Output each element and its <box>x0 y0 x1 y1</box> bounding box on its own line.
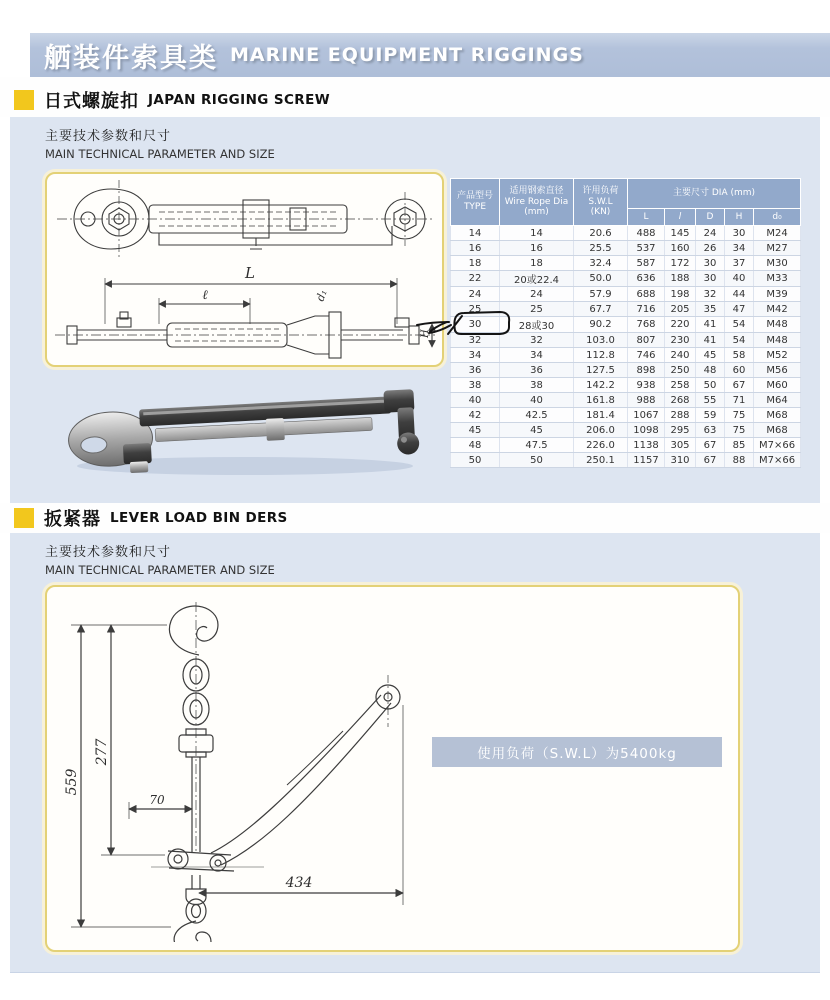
table-cell: 36 <box>500 363 574 378</box>
section1-title-en: JAPAN RIGGING SCREW <box>148 92 330 108</box>
table-cell: 1098 <box>628 423 665 438</box>
table-cell: M48 <box>754 333 801 348</box>
table-cell: M68 <box>754 423 801 438</box>
table-cell: 988 <box>628 393 665 408</box>
table-row <box>451 408 801 423</box>
table-cell: 268 <box>665 393 696 408</box>
table-cell: 55 <box>696 393 725 408</box>
table-cell: 16 <box>451 241 500 256</box>
table-cell: 54 <box>725 333 754 348</box>
table-cell: 127.5 <box>574 363 628 378</box>
table-cell: 250 <box>665 363 696 378</box>
table-cell: 34 <box>500 348 574 363</box>
table-cell: 188 <box>665 271 696 287</box>
table-cell: 48 <box>451 438 500 453</box>
col-header-H: H <box>725 209 754 226</box>
dim-label-70: 70 <box>149 793 165 807</box>
table-cell: M7×66 <box>754 453 801 468</box>
table-cell: M27 <box>754 241 801 256</box>
table-cell: M33 <box>754 271 801 287</box>
table-cell: 45 <box>696 348 725 363</box>
table-cell: 50.0 <box>574 271 628 287</box>
dim-label-H: H <box>420 329 431 338</box>
section-header-load-binder <box>0 503 830 533</box>
table-cell: 20.6 <box>574 226 628 241</box>
table-cell: 587 <box>628 256 665 271</box>
table-cell: 90.2 <box>574 317 628 333</box>
dim-label-559: 559 <box>64 768 80 796</box>
col-header-l: l <box>665 209 696 226</box>
table-cell: 30 <box>696 271 725 287</box>
col-header-wire-rope: 适用钢索直径 Wire Rope Dia (mm) <box>500 179 574 226</box>
load-binder-drawing-box <box>45 585 740 952</box>
table-cell: 716 <box>628 302 665 317</box>
col-header-main-dims: 主要尺寸 DIA (mm) <box>628 179 801 209</box>
table-cell: 36 <box>451 363 500 378</box>
table-cell: 54 <box>725 317 754 333</box>
table-cell: 57.9 <box>574 287 628 302</box>
table-cell: 85 <box>725 438 754 453</box>
dim-label-434: 434 <box>285 875 313 891</box>
table-cell: 35 <box>696 302 725 317</box>
table-cell: 30 <box>451 317 500 333</box>
table-cell: 41 <box>696 333 725 348</box>
table-cell: M39 <box>754 287 801 302</box>
table-cell: 45 <box>451 423 500 438</box>
section1-param-block <box>45 125 275 161</box>
table-cell: 206.0 <box>574 423 628 438</box>
table-cell: 37 <box>725 256 754 271</box>
table-cell: 250.1 <box>574 453 628 468</box>
section-header-rigging-screw <box>0 77 830 117</box>
table-cell: 58 <box>725 348 754 363</box>
table-cell: 44 <box>725 287 754 302</box>
param-title-cn: 主要技术参数和尺寸 <box>45 129 172 144</box>
table-cell: 160 <box>665 241 696 256</box>
table-cell: 18 <box>500 256 574 271</box>
dim-label-L: L <box>245 264 255 282</box>
table-row <box>451 393 801 408</box>
table-cell: 258 <box>665 378 696 393</box>
banner-title-cn: 舾装件索具类 <box>44 42 218 74</box>
table-row <box>451 378 801 393</box>
table-cell: 537 <box>628 241 665 256</box>
table-cell: 47.5 <box>500 438 574 453</box>
table-cell: 50 <box>500 453 574 468</box>
table-cell: 142.2 <box>574 378 628 393</box>
col-header-D: D <box>696 209 725 226</box>
table-cell: 67.7 <box>574 302 628 317</box>
table-row <box>451 438 801 453</box>
rigging-screw-drawing-box <box>45 172 444 367</box>
table-cell: 40 <box>500 393 574 408</box>
table-cell: 71 <box>725 393 754 408</box>
page-banner <box>30 33 830 77</box>
table-cell: 67 <box>696 438 725 453</box>
table-row <box>451 256 801 271</box>
table-cell: 40 <box>725 271 754 287</box>
table-cell: 305 <box>665 438 696 453</box>
table-row <box>451 287 801 302</box>
col-header-swl: 许用负荷 S.W.L (KN) <box>574 179 628 226</box>
param-title-cn: 主要技术参数和尺寸 <box>45 545 172 560</box>
table-cell: 240 <box>665 348 696 363</box>
table-cell: 24 <box>451 287 500 302</box>
table-row <box>451 271 801 287</box>
table-row <box>451 241 801 256</box>
col-header-d0: d₀ <box>754 209 801 226</box>
table-cell: 768 <box>628 317 665 333</box>
table-cell: 807 <box>628 333 665 348</box>
table-cell: 1157 <box>628 453 665 468</box>
table-cell: 50 <box>696 378 725 393</box>
table-cell: 25 <box>451 302 500 317</box>
table-cell: 60 <box>725 363 754 378</box>
section2-panel <box>10 533 820 973</box>
table-cell: 42 <box>451 408 500 423</box>
table-cell: 32.4 <box>574 256 628 271</box>
table-cell: 63 <box>696 423 725 438</box>
table-cell: 746 <box>628 348 665 363</box>
section2-param-block <box>45 541 275 577</box>
section1-title-cn: 日式螺旋扣 <box>44 91 139 112</box>
table-cell: 20或22.4 <box>500 271 574 287</box>
table-cell: 16 <box>500 241 574 256</box>
table-cell: 28或30 <box>500 317 574 333</box>
param-title-en: MAIN TECHNICAL PARAMETER AND SIZE <box>45 563 275 577</box>
table-cell: 181.4 <box>574 408 628 423</box>
table-cell: M64 <box>754 393 801 408</box>
col-header-type: 产品型号 TYPE <box>451 179 500 226</box>
table-cell: M52 <box>754 348 801 363</box>
table-cell: 30 <box>696 256 725 271</box>
rigging-screw-technical-drawing <box>47 174 438 361</box>
col-header-L: L <box>628 209 665 226</box>
table-cell: 172 <box>665 256 696 271</box>
table-cell: 42.5 <box>500 408 574 423</box>
table-cell: 38 <box>500 378 574 393</box>
dim-label-d1: d₁ <box>313 287 330 304</box>
table-cell: 50 <box>451 453 500 468</box>
table-cell: 14 <box>451 226 500 241</box>
table-cell: M56 <box>754 363 801 378</box>
yellow-bullet-icon <box>14 508 34 528</box>
table-cell: 32 <box>451 333 500 348</box>
table-cell: 25 <box>500 302 574 317</box>
table-cell: 32 <box>696 287 725 302</box>
table-cell: 34 <box>451 348 500 363</box>
table-cell: M7×66 <box>754 438 801 453</box>
table-cell: 161.8 <box>574 393 628 408</box>
table-cell: 14 <box>500 226 574 241</box>
swl-capacity-label: 使用负荷（S.W.L）为5400kg <box>432 737 722 767</box>
table-cell: 34 <box>725 241 754 256</box>
param-title-en: MAIN TECHNICAL PARAMETER AND SIZE <box>45 147 275 161</box>
load-binder-technical-drawing <box>59 597 419 942</box>
table-cell: 488 <box>628 226 665 241</box>
table-cell: 18 <box>451 256 500 271</box>
table-cell: M68 <box>754 408 801 423</box>
table-cell: 45 <box>500 423 574 438</box>
table-cell: 898 <box>628 363 665 378</box>
table-cell: 41 <box>696 317 725 333</box>
table-cell: 24 <box>500 287 574 302</box>
table-cell: 1138 <box>628 438 665 453</box>
table-cell: 67 <box>725 378 754 393</box>
table-cell: 295 <box>665 423 696 438</box>
table-cell: 32 <box>500 333 574 348</box>
section2-title-cn: 扳紧器 <box>44 509 101 530</box>
table-row <box>451 226 801 241</box>
table-cell: 112.8 <box>574 348 628 363</box>
table-cell: 26 <box>696 241 725 256</box>
table-row <box>451 348 801 363</box>
table-cell: 22 <box>451 271 500 287</box>
table-cell: M24 <box>754 226 801 241</box>
table-cell: 636 <box>628 271 665 287</box>
table-cell: 24 <box>696 226 725 241</box>
table-cell: M30 <box>754 256 801 271</box>
table-row <box>451 453 801 468</box>
section1-panel <box>10 117 820 503</box>
dim-label-l: ℓ <box>202 288 208 303</box>
table-cell: 688 <box>628 287 665 302</box>
table-cell: 38 <box>451 378 500 393</box>
banner-title-en: MARINE EQUIPMENT RIGGINGS <box>230 44 584 66</box>
table-cell: 288 <box>665 408 696 423</box>
table-cell: 220 <box>665 317 696 333</box>
table-cell: 40 <box>451 393 500 408</box>
table-row <box>451 423 801 438</box>
table-cell: 938 <box>628 378 665 393</box>
table-cell: 59 <box>696 408 725 423</box>
table-cell: 205 <box>665 302 696 317</box>
table-cell: 88 <box>725 453 754 468</box>
table-cell: 75 <box>725 408 754 423</box>
table-cell: M60 <box>754 378 801 393</box>
table-row <box>451 363 801 378</box>
table-cell: 75 <box>725 423 754 438</box>
table-cell: 47 <box>725 302 754 317</box>
table-cell: 30 <box>725 226 754 241</box>
table-cell: 145 <box>665 226 696 241</box>
table-cell: M48 <box>754 317 801 333</box>
table-cell: 198 <box>665 287 696 302</box>
yellow-bullet-icon <box>14 90 34 110</box>
rigging-screw-product-photo <box>60 370 430 482</box>
table-cell: 226.0 <box>574 438 628 453</box>
section2-title-en: LEVER LOAD BIN DERS <box>110 510 288 526</box>
dim-label-277: 277 <box>94 738 110 766</box>
table-cell: 48 <box>696 363 725 378</box>
table-cell: 310 <box>665 453 696 468</box>
table-cell: 103.0 <box>574 333 628 348</box>
pen-annotation-row-30 <box>415 303 515 347</box>
table-cell: 1067 <box>628 408 665 423</box>
table-cell: 67 <box>696 453 725 468</box>
table-cell: M42 <box>754 302 801 317</box>
table-cell: 230 <box>665 333 696 348</box>
table-cell: 25.5 <box>574 241 628 256</box>
